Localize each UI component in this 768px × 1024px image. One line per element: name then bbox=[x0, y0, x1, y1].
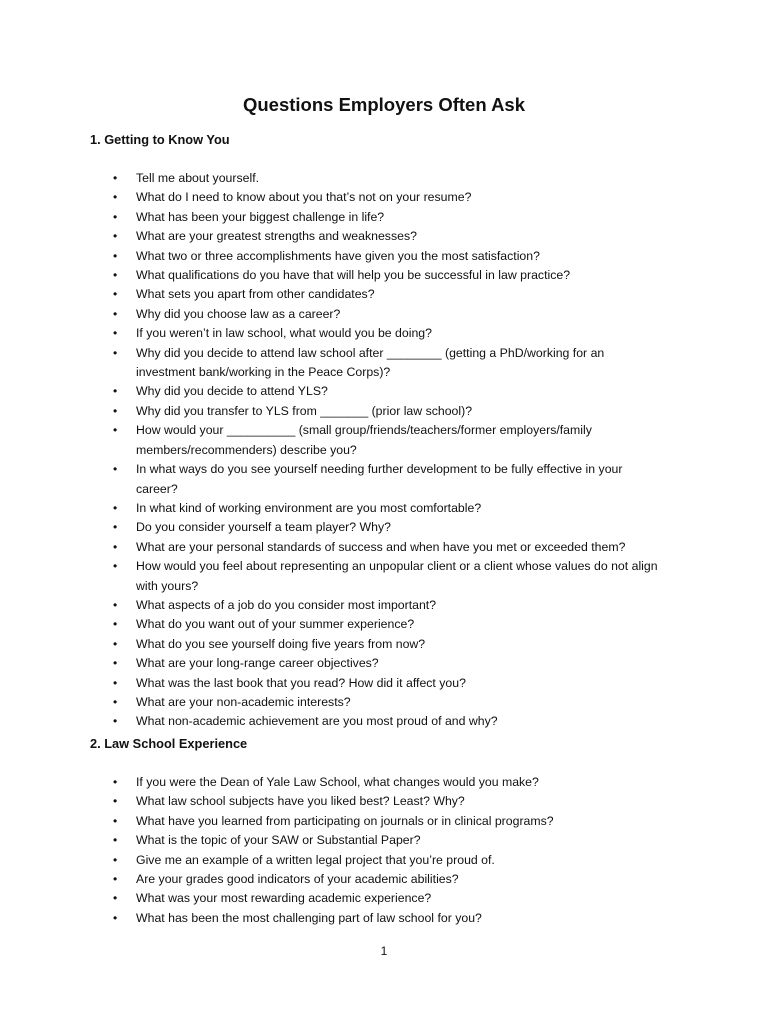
list-item bbox=[90, 615, 664, 634]
question-text: What two or three accomplishments have given you the most satisfaction? bbox=[136, 248, 540, 263]
bullet-dot-icon: • bbox=[113, 714, 118, 729]
list-item bbox=[90, 285, 664, 304]
question-text: What sets you apart from other candidates? bbox=[136, 287, 375, 302]
page-number: 1 bbox=[380, 944, 388, 958]
list-item bbox=[90, 773, 664, 792]
bullet-dot-icon: • bbox=[113, 500, 118, 515]
question-text: What is the topic of your SAW or Substantial Paper? bbox=[136, 833, 421, 848]
list-item bbox=[90, 188, 664, 207]
bullet-dot-icon: • bbox=[113, 539, 118, 554]
bullet-dot-icon: • bbox=[113, 852, 118, 867]
bullet-dot-icon: • bbox=[113, 910, 118, 925]
bullet-dot-icon: • bbox=[113, 423, 118, 438]
bullet-dot-icon: • bbox=[113, 171, 118, 185]
bullet-dot-icon: • bbox=[113, 462, 118, 477]
list-item bbox=[90, 227, 664, 246]
question-text: If you were the Dean of Yale Law School, what changes would you make? bbox=[136, 775, 539, 789]
page-title: Questions Employers Often Ask bbox=[242, 94, 526, 115]
section-getting-to-know-you bbox=[90, 130, 690, 732]
question-text: How would your __________ (small group/friends/teachers/former employers/family members/recommenders) describe you? bbox=[136, 423, 592, 457]
list-item bbox=[90, 870, 664, 889]
list-item bbox=[90, 344, 664, 383]
list-item bbox=[90, 596, 664, 615]
list-item bbox=[90, 674, 664, 693]
question-text: In what ways do you see yourself needing further development to be fully effective in your career? bbox=[136, 462, 623, 496]
question-text: Give me an example of a written legal project that you’re proud of. bbox=[136, 852, 495, 867]
bullet-dot-icon: • bbox=[113, 345, 118, 360]
question-text: Why did you decide to attend law school after ________ (getting a PhD/working for an investment bank/working in the Peace Corps)? bbox=[136, 345, 605, 380]
question-text: What was your most rewarding academic experience? bbox=[136, 891, 432, 906]
bullet-dot-icon: • bbox=[113, 229, 118, 244]
question-text: What aspects of a job do you consider most important? bbox=[136, 597, 437, 612]
question-text: Why did you transfer to YLS from _______ (prior law school)? bbox=[136, 403, 473, 418]
question-text: What qualifications do you have that will help you be successful in law practice? bbox=[136, 268, 571, 283]
list-item bbox=[90, 792, 664, 811]
list-item bbox=[90, 421, 664, 460]
list-item bbox=[90, 499, 664, 518]
question-text: Why did you decide to attend YLS? bbox=[136, 384, 328, 399]
list-item bbox=[90, 208, 664, 227]
question-text: How would you feel about representing an unpopular client or a client whose values do not align with yours? bbox=[136, 559, 658, 593]
section-law-school-experience bbox=[90, 734, 690, 928]
question-text: Tell me about yourself. bbox=[136, 171, 260, 185]
question-list bbox=[90, 773, 690, 928]
list-item bbox=[90, 538, 664, 557]
bullet-dot-icon: • bbox=[113, 287, 118, 302]
list-item bbox=[90, 305, 664, 324]
list-item bbox=[90, 266, 664, 285]
question-text: Are your grades good indicators of your academic abilities? bbox=[136, 872, 459, 887]
list-item bbox=[90, 831, 664, 850]
bullet-dot-icon: • bbox=[113, 209, 118, 224]
section-heading: 2. Law School Experience bbox=[90, 736, 248, 751]
question-text: If you weren’t in law school, what would you be doing? bbox=[136, 326, 432, 341]
question-text: What has been your biggest challenge in life? bbox=[136, 209, 385, 224]
bullet-dot-icon: • bbox=[113, 248, 118, 263]
list-item bbox=[90, 812, 664, 831]
question-text: What has been the most challenging part of law school for you? bbox=[136, 910, 482, 925]
list-item bbox=[90, 518, 664, 537]
bullet-dot-icon: • bbox=[113, 794, 118, 809]
list-item bbox=[90, 909, 664, 928]
question-text: Why did you choose law as a career? bbox=[136, 306, 341, 321]
list-item bbox=[90, 382, 664, 401]
list-item bbox=[90, 635, 664, 654]
question-text: Do you consider yourself a team player? Why? bbox=[136, 520, 391, 535]
list-item bbox=[90, 460, 664, 499]
question-text: What non-academic achievement are you most proud of and why? bbox=[136, 714, 498, 729]
list-item bbox=[90, 693, 664, 712]
question-list bbox=[90, 169, 690, 732]
list-item bbox=[90, 889, 664, 908]
bullet-dot-icon: • bbox=[113, 891, 118, 906]
bullet-dot-icon: • bbox=[113, 559, 118, 574]
list-item bbox=[90, 169, 664, 188]
bullet-dot-icon: • bbox=[113, 675, 118, 690]
question-text: What have you learned from participating on journals or in clinical programs? bbox=[136, 813, 554, 828]
list-item bbox=[90, 324, 664, 343]
list-item bbox=[90, 654, 664, 673]
bullet-dot-icon: • bbox=[113, 694, 118, 709]
bullet-dot-icon: • bbox=[113, 403, 118, 418]
bullet-dot-icon: • bbox=[113, 617, 118, 632]
bullet-dot-icon: • bbox=[113, 813, 118, 828]
section-heading: 1. Getting to Know You bbox=[90, 132, 230, 147]
question-text: What are your long-range career objectives? bbox=[136, 656, 379, 671]
question-text: What are your greatest strengths and weaknesses? bbox=[136, 229, 417, 244]
bullet-dot-icon: • bbox=[113, 520, 118, 535]
question-text: What are your non-academic interests? bbox=[136, 694, 351, 709]
question-text: What was the last book that you read? How did it affect you? bbox=[136, 675, 466, 690]
bullet-dot-icon: • bbox=[113, 384, 118, 399]
bullet-dot-icon: • bbox=[113, 872, 118, 887]
question-text: In what kind of working environment are you most comfortable? bbox=[136, 500, 482, 515]
bullet-dot-icon: • bbox=[113, 268, 118, 283]
list-item bbox=[90, 851, 664, 870]
question-text: What do you want out of your summer experience? bbox=[136, 617, 415, 632]
question-text: What are your personal standards of success and when have you met or exceeded them? bbox=[136, 539, 626, 554]
bullet-dot-icon: • bbox=[113, 306, 118, 321]
bullet-dot-icon: • bbox=[113, 833, 118, 848]
question-text: What law school subjects have you liked best? Least? Why? bbox=[136, 794, 465, 809]
bullet-dot-icon: • bbox=[113, 326, 118, 341]
bullet-dot-icon: • bbox=[113, 656, 118, 671]
list-item bbox=[90, 247, 664, 266]
bullet-dot-icon: • bbox=[113, 597, 118, 612]
list-item bbox=[90, 402, 664, 421]
question-text: What do I need to know about you that’s not on your resume? bbox=[136, 190, 472, 205]
list-item bbox=[90, 712, 664, 731]
bullet-dot-icon: • bbox=[113, 636, 118, 651]
question-text: What do you see yourself doing five years from now? bbox=[136, 636, 426, 651]
bullet-dot-icon: • bbox=[113, 775, 118, 789]
list-item bbox=[90, 557, 664, 596]
bullet-dot-icon: • bbox=[113, 190, 118, 205]
